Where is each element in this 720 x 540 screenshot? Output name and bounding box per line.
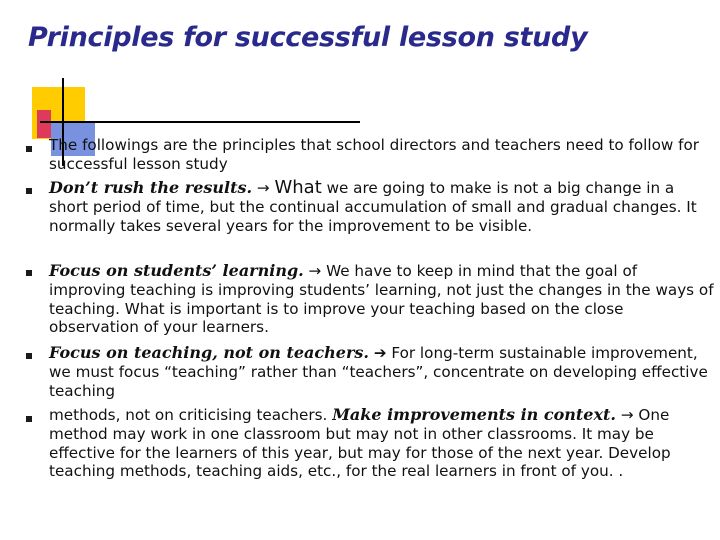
intro-text: The followings are the principles that school directors and teachers need to follow for successful lesson study (49, 136, 700, 173)
arrow-icon: → (620, 406, 634, 424)
square-bullet-icon (26, 416, 32, 422)
principle-text: methods, not on criticising teachers. Make improvements in context. → One method may work in one classroom but may not in other classrooms. It may be effective for the learners of this year, but may for those of the next year. Develop teaching methods, teaching aids, etc., for the real learners in front of you. . (49, 405, 671, 481)
square-bullet-icon (26, 353, 32, 359)
arrow-icon: → (256, 179, 270, 197)
square-bullet-icon (26, 270, 32, 276)
decor-horizontal-line (40, 121, 360, 123)
principle-text: Focus on students’ learning. → We have to keep in mind that the goal of improving teaching is improving students’ learning, not just the changes in the ways of teaching. What is important is to improve your teaching based on the close observation of your learners. (49, 261, 714, 337)
principle-text: Don’t rush the results. → What we are going to make is not a big change in a short period of time, but the continual accumulation of small and gradual changes. It normally takes several years for the improvement to be visible. (49, 177, 697, 235)
principle-heading: Focus on teaching, not on teachers. (49, 343, 369, 362)
principle-heading: Focus on students’ learning. (49, 261, 304, 280)
arrow-icon: → (308, 262, 322, 280)
square-bullet-icon (26, 188, 32, 194)
principle-text: Focus on teaching, not on teachers. ➔ For long-term sustainable improvement, we must focus “teaching” rather than “teachers”, concentrate on developing effective teaching (49, 343, 708, 400)
arrow-icon: ➔ (373, 344, 387, 362)
square-bullet-icon (26, 146, 32, 152)
slide-title: Principles for successful lesson study (28, 22, 588, 53)
principle-heading: Make improvements in context. (332, 405, 616, 424)
principle-heading: Don’t rush the results. (49, 178, 253, 197)
decor-red-square (37, 110, 51, 138)
